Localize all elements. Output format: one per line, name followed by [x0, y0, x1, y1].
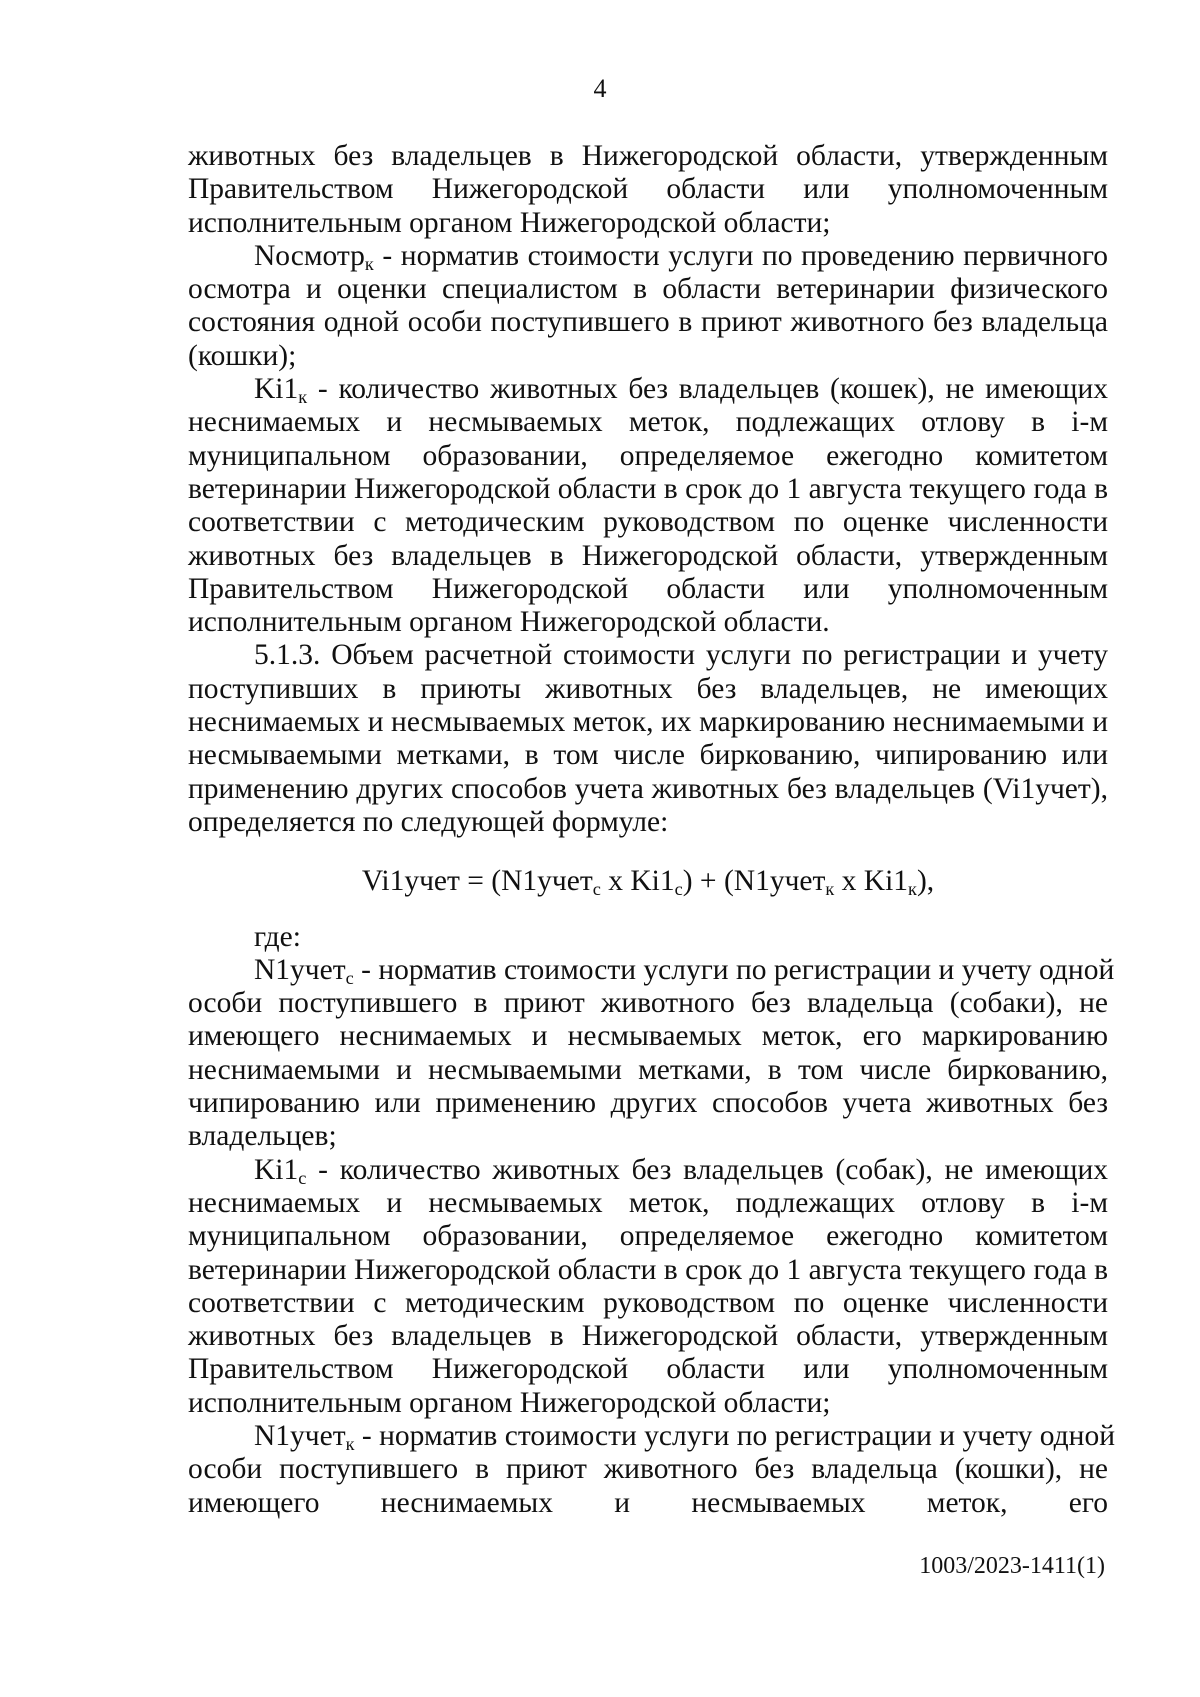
formula-subscript: к — [908, 879, 917, 900]
text-line — [188, 373, 1108, 406]
section-5-1-3 — [188, 639, 1108, 839]
formula-part: х Ki1 — [600, 865, 675, 898]
text-line: животных без владельцев в Нижегородской области, утвержденным — [188, 539, 1108, 572]
text-line: ветеринарии Нижегородской области в срок до 1 августа текущего года в — [188, 472, 1108, 505]
term-subscript: к — [364, 254, 374, 274]
text-line: неснимаемыми и несмываемыми метками, в том числе биркованию, — [188, 1053, 1108, 1086]
text-line: (кошки); — [188, 339, 297, 372]
text-line: особи поступившего в приют животного без владельца (кошки), не — [188, 1453, 1108, 1486]
definition-text: - количество животных без владельцев (собак), не имеющих — [306, 1153, 1108, 1186]
text-line: Правительством Нижегородской области или уполномоченным — [188, 173, 1108, 206]
text-line: неснимаемых и несмываемых меток, их маркированию неснимаемыми и — [188, 706, 1108, 739]
paragraph-continuation — [188, 140, 1108, 240]
text-line: чипированию или применению других способов учета животных без — [188, 1087, 1108, 1120]
text-line: 5.1.3. Объем расчетной стоимости услуги по регистрации и учету — [254, 639, 1108, 672]
definition-text: - количество животных без владельцев (кошек), не имеющих — [307, 373, 1108, 406]
text-line — [188, 1154, 1108, 1187]
definition-text: - норматив стоимости услуги по регистрации и учету одной — [354, 1419, 1116, 1452]
text-line: владельцев; — [188, 1120, 337, 1153]
text-line: животных без владельцев в Нижегородской области, утвержденным — [188, 140, 1108, 172]
text-line: несмываемыми метками, в том числе биркованию, чипированию или — [188, 739, 1108, 772]
text-line: животных без владельцев в Нижегородской области, утвержденным — [188, 1320, 1108, 1353]
term-subscript: с — [298, 1167, 307, 1188]
text-line: применению других способов учета животных без владельцев (Vi1учет), — [188, 772, 1108, 805]
text-line — [188, 953, 1115, 988]
where-label: где: — [254, 920, 301, 953]
text-line: особи поступившего в приют животного без владельца (собаки), не — [188, 987, 1108, 1020]
text-line: Правительством Нижегородской области или уполномоченным — [188, 1353, 1108, 1386]
term: Ki1 — [254, 373, 299, 406]
text-line: определяется по следующей формуле: — [188, 805, 669, 838]
formula-part: ) + (N1учет — [682, 865, 826, 898]
text-line: муниципальном образовании, определяемое ежегодно комитетом — [188, 1220, 1108, 1253]
formula-part: х Ki1 — [834, 865, 909, 898]
formula-part: Vi1учет = (N1учет — [361, 865, 593, 898]
term-subscript: с — [345, 967, 354, 988]
definition-text: - норматив стоимости услуги по проведению первичного — [373, 239, 1108, 272]
text-line: соответствии с методическим руководством по оценке численности — [188, 1286, 1108, 1319]
formula-part: ), — [916, 865, 935, 898]
definition-ki1-s — [188, 1154, 1108, 1420]
definition-n1uchet-s — [188, 953, 1115, 1154]
formula-subscript: с — [592, 879, 601, 900]
definition-nosmotr-k — [188, 240, 1108, 373]
text-line: муниципальном образовании, определяемое ежегодно комитетом — [188, 439, 1108, 472]
formula — [188, 865, 1108, 898]
text-line — [188, 1419, 1116, 1455]
text-line: состояния одной особи поступившего в приют животного без владельца — [188, 306, 1108, 339]
text-line: исполнительным органом Нижегородской области; — [188, 1386, 831, 1419]
page-number: 4 — [593, 74, 607, 103]
term: N1учет — [254, 1419, 346, 1452]
term-subscript: к — [298, 387, 308, 408]
text-line: исполнительным органом Нижегородской области; — [188, 206, 831, 239]
text-line: соответствии с методическим руководством по оценке численности — [188, 506, 1108, 539]
text-line: неснимаемых и несмываемых меток, подлежащих отлову в i-м — [188, 406, 1108, 439]
term: Ki1 — [254, 1153, 299, 1186]
formula-subscript: с — [674, 879, 683, 900]
text-line: поступивших в приюты животных без владельцев, не имеющих — [188, 672, 1108, 705]
text-line: имеющего неснимаемых и несмываемых меток, его — [188, 1486, 1108, 1519]
definition-text: - норматив стоимости услуги по регистрации и учету одной — [353, 953, 1115, 986]
formula-subscript: к — [825, 879, 835, 900]
text-line: ветеринарии Нижегородской области в срок до 1 августа текущего года в — [188, 1253, 1108, 1286]
text-line: исполнительным органом Нижегородской области. — [188, 606, 830, 639]
document-body — [188, 140, 1116, 1520]
text-line: осмотра и оценки специалистом в области ветеринарии физического — [188, 273, 1108, 306]
term: N1учет — [254, 953, 346, 986]
term: Nосмотр — [254, 239, 365, 272]
text-line: имеющего неснимаемых и несмываемых меток, его маркированию — [188, 1020, 1108, 1053]
definition-n1uchet-k — [188, 1419, 1116, 1520]
text-line — [188, 240, 1108, 273]
document-code: 1003/2023-1411(1) — [919, 1553, 1105, 1579]
term-subscript: к — [345, 1434, 355, 1455]
text-line: неснимаемых и несмываемых меток, подлежащих отлову в i-м — [188, 1186, 1108, 1219]
definition-ki1-k — [188, 373, 1108, 639]
text-line: Правительством Нижегородской области или уполномоченным — [188, 572, 1108, 605]
